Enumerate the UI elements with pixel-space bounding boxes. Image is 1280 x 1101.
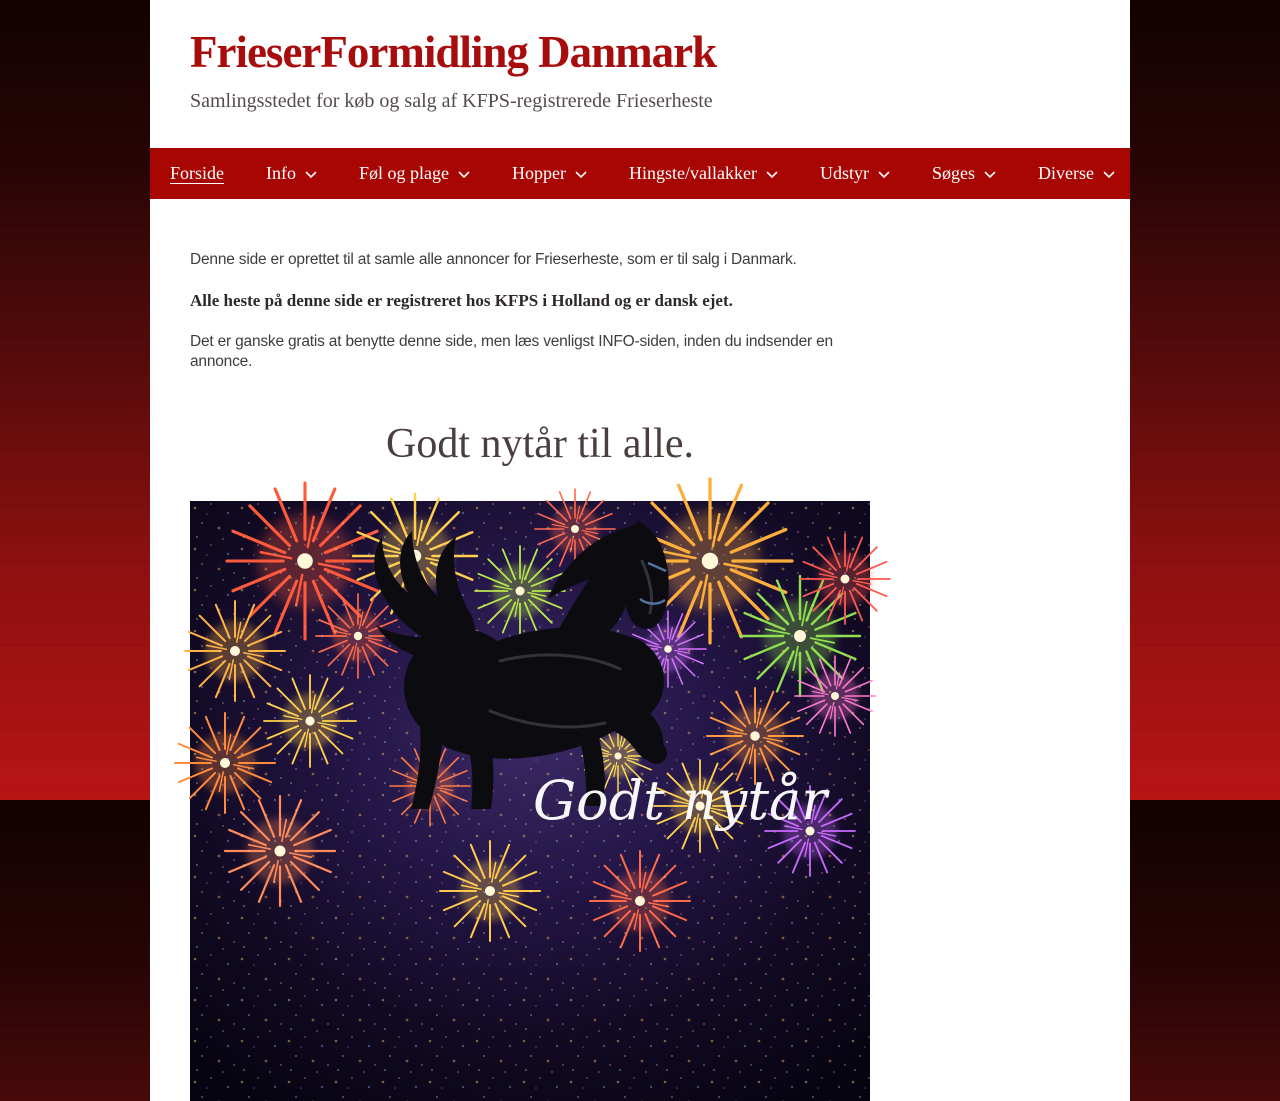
nav-item-info[interactable] [266, 163, 317, 184]
page-container [150, 0, 1130, 1101]
nav-item-label: Hingste/vallakker [628, 163, 757, 183]
chevron-down-icon [305, 171, 317, 179]
intro-paragraph-1: Denne side er oprettet til at samle alle annoncer for Frieserheste, som er til salg i Danmark. [190, 251, 797, 268]
nav-item-label: Føl og plage [359, 163, 449, 183]
chevron-down-icon [1103, 171, 1115, 179]
nav-item-label: Diverse [1037, 163, 1094, 183]
intro-paragraph-3: Det er ganske gratis at benytte denne side, men læs venligst INFO-siden, inden du indsender en annonce. [190, 333, 833, 370]
nav-item-soeges[interactable] [932, 163, 996, 184]
nav-item-forside[interactable] [170, 163, 224, 184]
chevron-down-icon [458, 171, 470, 179]
nav-item-label: Info [266, 163, 296, 183]
nav-item-label: Hopper [512, 163, 566, 183]
nav-menu [170, 163, 1115, 184]
newyear-horse-fireworks-image [190, 501, 870, 1101]
nav-item-diverse[interactable] [1038, 163, 1115, 184]
intro-paragraph-2: Alle heste på denne side er registreret hos KFPS i Holland og er dansk ejet. [190, 291, 733, 310]
nav-item-hopper[interactable] [512, 163, 587, 184]
site-header [150, 0, 1130, 148]
chevron-down-icon [984, 171, 996, 179]
chevron-down-icon [766, 171, 778, 179]
site-title-link[interactable]: FrieserFormidling Danmark [190, 27, 717, 77]
nav-item-label: Forside [170, 163, 224, 183]
site-tagline: Samlingsstedet for køb og salg af KFPS-registrerede Frieserheste [190, 89, 713, 112]
article [190, 250, 890, 1101]
nav-item-label: Søges [931, 163, 975, 183]
chevron-down-icon [878, 171, 890, 179]
chevron-down-icon [575, 171, 587, 179]
main-navigation [150, 148, 1130, 199]
image-caption-text: Godt nytår [532, 769, 828, 832]
main-content [150, 199, 1130, 1101]
nav-item-udstyr[interactable] [820, 163, 890, 184]
post-title: Godt nytår til alle. [386, 421, 694, 467]
nav-item-foel-og-plage[interactable] [359, 163, 470, 184]
nav-item-label: Udstyr [819, 163, 869, 183]
nav-item-hingste-vallakker[interactable] [629, 163, 778, 184]
